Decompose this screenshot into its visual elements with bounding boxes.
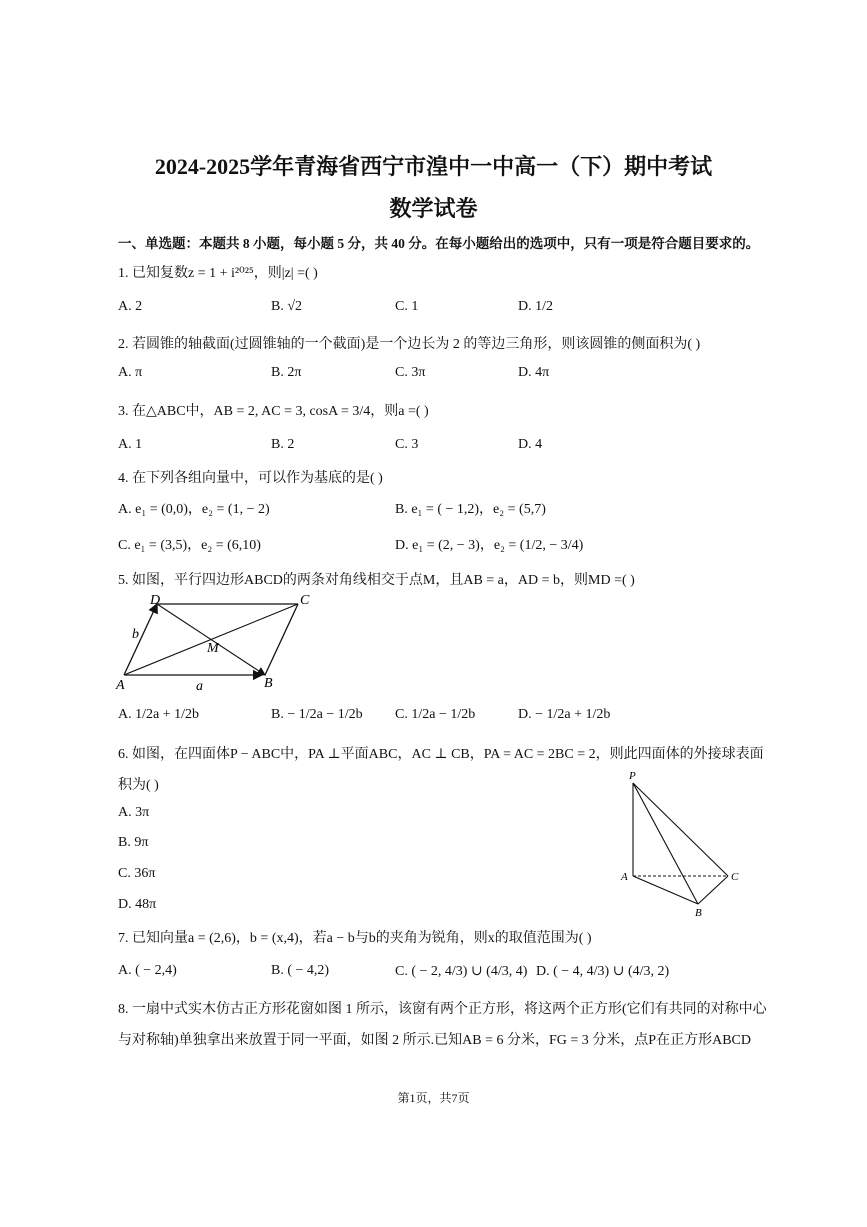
question-7-option-c: C. ( − 2, 4/3) ∪ (4/3, 4) (395, 964, 528, 979)
question-5-option-c: C. 1/2a − 1/2b (395, 707, 476, 722)
tetrahedron-figure (618, 768, 748, 920)
label-c: C (300, 593, 310, 608)
question-2-option-d: D. 4π (518, 365, 550, 380)
side-cb (265, 604, 298, 675)
question-7-option-d: D. ( − 4, 4/3) ∪ (4/3, 2) (536, 964, 670, 979)
diagonal-db (157, 604, 265, 675)
question-1-option-b: B. √2 (271, 299, 303, 314)
edge-pb (633, 783, 698, 904)
question-2-option-c: C. 3π (395, 365, 426, 380)
label-vec-b: b (132, 627, 139, 642)
question-5-stem: 5. 如图，平行四边形ABCD的两条对角线相交于点M，且AB = a，AD = b，则MD =( ) (118, 573, 635, 588)
question-4-option-c: C. e₁ = (3,5)，e₂ = (6,10) (118, 538, 261, 553)
parallelogram-figure (112, 590, 322, 692)
question-8-stem-continued: 与对称轴)单独拿出来放置于同一平面，如图 2 所示.已知AB = 6 分米，FG = 3 分米，点P在正方形ABCD (118, 1033, 751, 1048)
page-footer: 第1页，共7页 (397, 1091, 470, 1105)
edge-bc (698, 876, 728, 904)
question-3-option-d: D. 4 (518, 437, 543, 452)
question-6-stem: 6. 如图，在四面体P − ABC中，PA ⊥平面ABC，AC ⊥ CB，PA = AC = 2BC = 2，则此四面体的外接球表面 (118, 747, 764, 762)
question-4-option-d: D. e₁ = (2, − 3)，e₂ = (1/2, − 3/4) (395, 538, 584, 553)
edge-ab (633, 876, 698, 904)
edge-pc (633, 783, 728, 876)
label-b: B (264, 676, 273, 691)
question-8-stem: 8. 一扇中式实木仿古正方形花窗如图 1 所示，该窗有两个正方形，将这两个正方形(它们有共同的对称中心 (118, 1002, 767, 1017)
question-2-option-b: B. 2π (271, 365, 302, 380)
label-d: D (150, 593, 161, 608)
question-5-option-d: D. − 1/2a + 1/2b (518, 707, 611, 722)
label-vec-a: a (196, 679, 203, 692)
question-3-stem: 3. 在△ABC中，AB = 2, AC = 3, cosA = 3/4，则a =( ) (118, 404, 429, 419)
question-7-stem: 7. 已知向量a = (2,6)，b = (x,4)，若a − b与b的夹角为锐角，则x的取值范围为( ) (118, 931, 592, 946)
page-title: 2024-2025学年青海省西宁市湟中一中高一（下）期中考试 (154, 154, 713, 179)
label-a: A (621, 871, 628, 883)
question-6-stem-continued: 积为( ) (118, 778, 159, 793)
question-3-option-c: C. 3 (395, 437, 419, 452)
question-6-option-d: D. 48π (118, 897, 157, 912)
question-2-option-a: A. π (118, 365, 143, 380)
question-7-option-b: B. ( − 4,2) (271, 963, 330, 978)
question-6-option-c: C. 36π (118, 866, 156, 881)
question-7-option-a: A. ( − 2,4) (118, 963, 177, 978)
section-heading: 一、单选题：本题共 8 小题，每小题 5 分，共 40 分。在每小题给出的选项中，只有一项是符合题目要求的。 (118, 236, 760, 251)
question-1-option-a: A. 2 (118, 299, 143, 314)
page-subtitle: 数学试卷 (389, 196, 478, 221)
question-6-option-b: B. 9π (118, 835, 149, 850)
side-ad (124, 604, 157, 675)
question-1-option-d: D. 1/2 (518, 299, 553, 314)
label-a: A (116, 678, 125, 692)
question-1-option-c: C. 1 (395, 299, 419, 314)
question-5-option-a: A. 1/2a + 1/2b (118, 707, 199, 722)
label-b: B (695, 907, 702, 919)
question-5-option-b: B. − 1/2a − 1/2b (271, 707, 363, 722)
question-4-stem: 4. 在下列各组向量中，可以作为基底的是( ) (118, 471, 383, 486)
question-6-option-a: A. 3π (118, 805, 150, 820)
label-m: M (207, 641, 219, 656)
label-c: C (731, 871, 739, 883)
question-2-stem: 2. 若圆锥的轴截面(过圆锥轴的一个截面)是一个边长为 2 的等边三角形，则该圆锥的侧面积为( ) (118, 337, 701, 352)
question-3-option-b: B. 2 (271, 437, 295, 452)
question-4-option-b: B. e₁ = ( − 1,2)，e₂ = (5,7) (395, 502, 546, 517)
label-p: P (629, 770, 636, 782)
question-1-stem: 1. 已知复数z = 1 + i²⁰²⁵，则|z| =( ) (118, 266, 318, 281)
question-4-option-a: A. e₁ = (0,0)，e₂ = (1, − 2) (118, 502, 270, 517)
question-3-option-a: A. 1 (118, 437, 143, 452)
